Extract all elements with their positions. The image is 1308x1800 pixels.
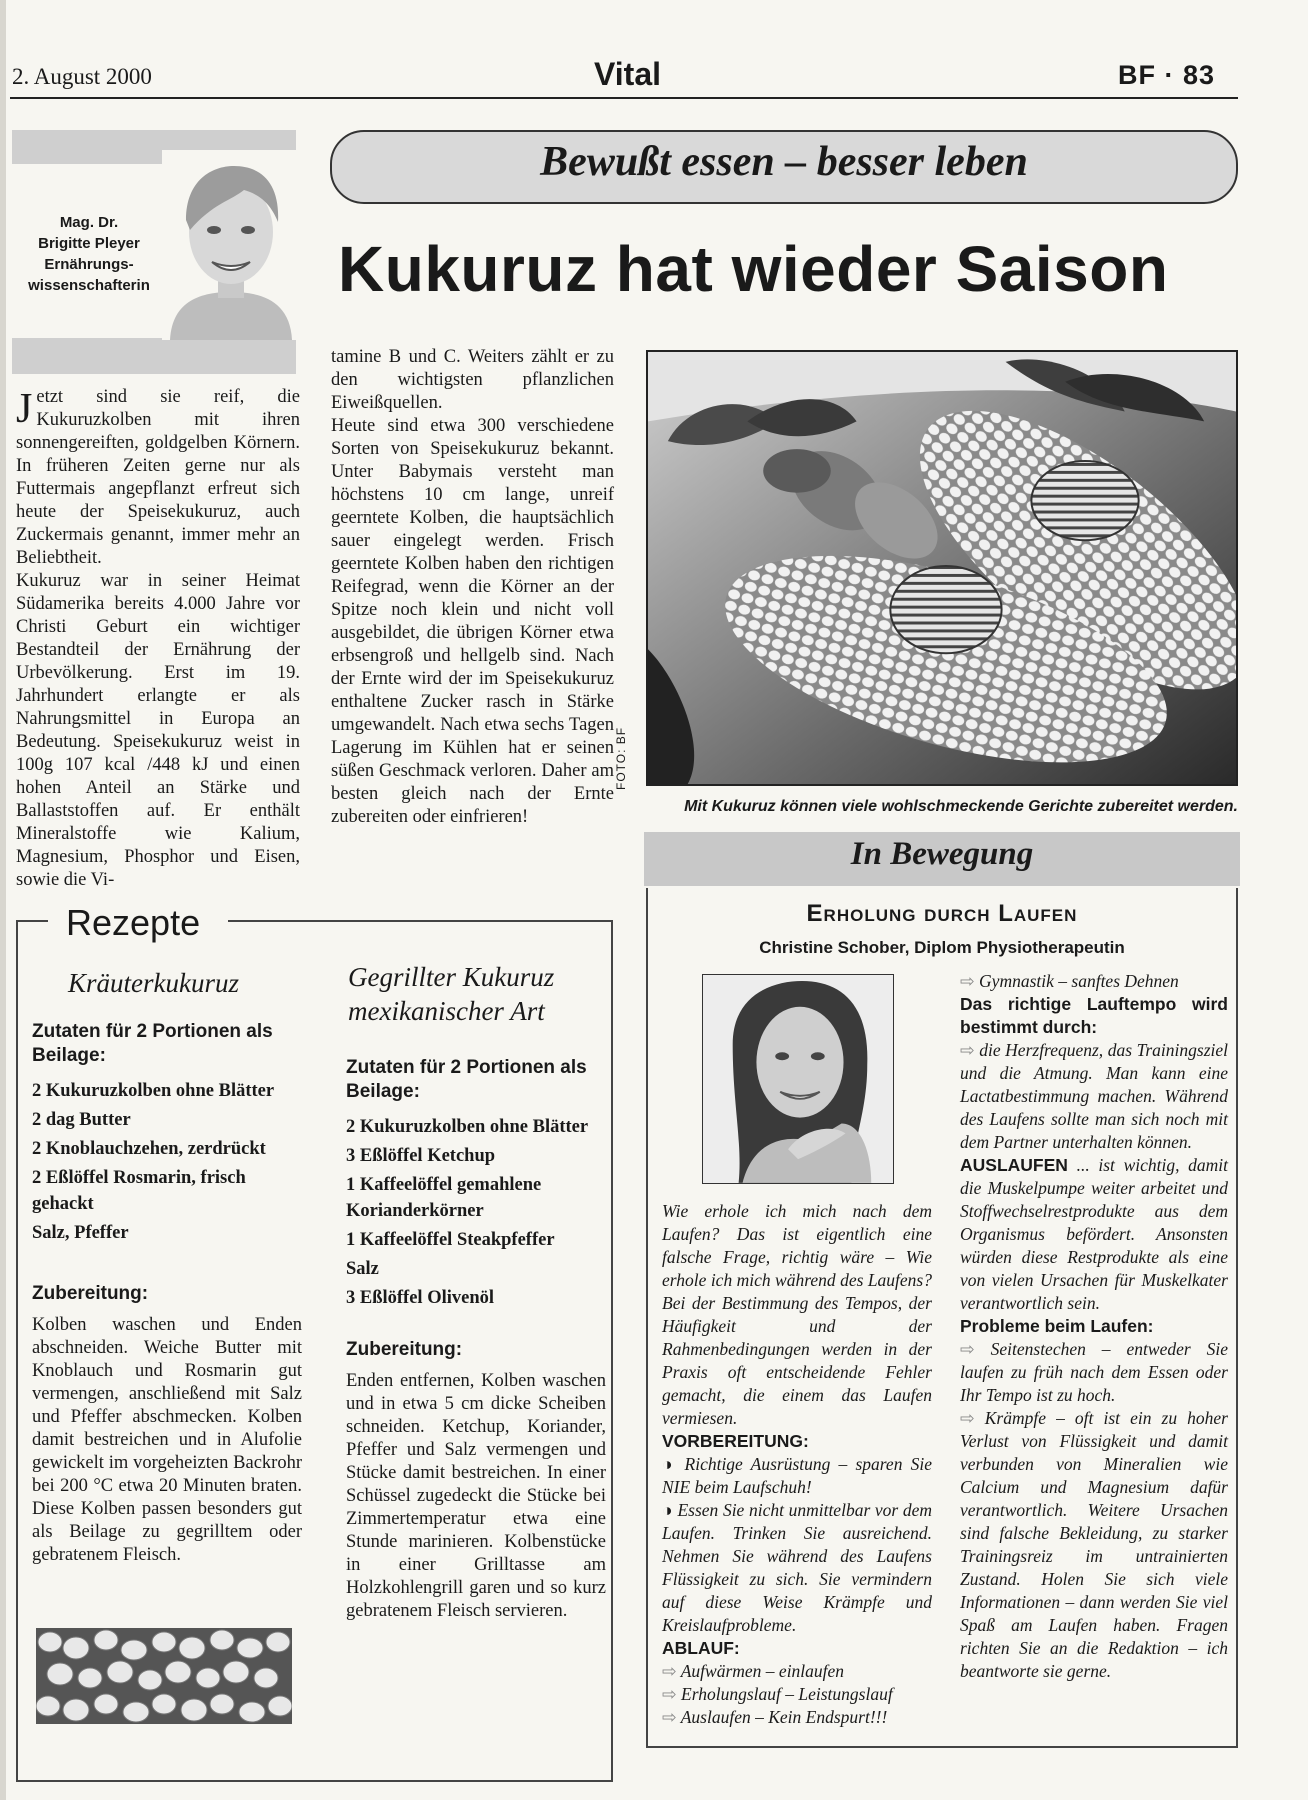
author-box-bottom-bar [12,338,296,374]
ingredient-item: Salz, Pfeffer [32,1223,129,1243]
arrow-right-icon: ⇨ [960,1408,975,1428]
article-column-2 [331,346,614,829]
ingredient-item: 1 Kaffeelöffel Steakpfeffer [346,1230,555,1250]
item-text: Krämpfe – oft ist ein zu hoher Verlust von Flüssigkeit und damit verbunden von Mineralien wie Calcium und Magnesium dafür verantwortlich. Weitere Ursachen sind falsche Bekleidung, zu starker Trainingsreiz im untrainierten Zustand. Holen Sie sich viele Informationen – dann werden Sie viel Spaß am Laufen haben. Fragen richten Sie an die Redaktion – ich beantworte sie gerne. [960,1408,1228,1681]
author-credit [14,212,164,296]
article-column-1 [16,386,300,892]
probleme-heading: Probleme beim Laufen: [960,1316,1154,1336]
item-text: Auslaufen – Kein Endspurt!!! [680,1707,888,1727]
recipe-2-prep: Enden entfernen, Kolben waschen und in etwa 5 cm dicke Scheiben schneiden. Ketchup, Koriander, Pfeffer und Salz vermengen und Stücke damit bestreichen. In einer Schüssel zugedeckt die Stücke bei Zimmertemperatur etwa eine Stunde marinieren. Kolbenstücke in einer Grilltasse am Holzkohlengrill garen und so kurz gebratenem Fleisch servieren. [346,1371,606,1621]
bewegung-intro: Wie erhole ich mich nach dem Laufen? Das ist eigentlich eine falsche Frage, richtig wäre – Wie erhole ich mich während des Laufens? Bei der Bestimmung des Tempos, der Häufigkeit und der Rahmenbedingungen werden in der Praxis oft entscheidende Fehler gemacht, die einem das Laufen vermiesen. [662,1201,932,1428]
corn-kernels-photo [36,1628,292,1724]
author-portrait-photo [162,150,300,340]
vorbereitung-heading: VORBEREITUNG: [662,1431,809,1451]
arrow-right-icon: ⇨ [662,1661,677,1681]
author-role-1: Ernährungs- [44,256,134,273]
drop-cap: J [16,386,33,432]
author-name: Brigitte Pleyer [38,235,140,252]
physiotherapist-portrait-photo [702,974,894,1184]
item-text: Aufwärmen – einlaufen [680,1661,845,1681]
recipe-1-ingredients [32,1078,302,1249]
item-text: Seitenstechen – entweder Sie laufen zu früh nach dem Essen oder Ihr Tempo ist zu hoch. [960,1339,1228,1405]
item-text: Essen Sie nicht unmittelbar vor dem Laufen. Trinken Sie ausreichend. Nehmen Sie während des Laufens Flüssigkeit zu sich. Sie vermindern auf diese Weise Krämpfe und Kreislaufprobleme. [662,1500,932,1635]
arrow-right-icon: ⇨ [662,1684,677,1704]
arrow-right-icon: ⇨ [960,1040,975,1060]
item-text: Erholungslauf – Leistungslauf [681,1684,893,1704]
auslaufen-heading: AUSLAUFEN [960,1155,1068,1175]
ablauf-item [662,1706,932,1729]
article-paragraph [16,386,300,570]
vorbereitung-item [662,1499,932,1637]
ingredient-item: 2 Kukuruzkolben ohne Blätter [346,1117,589,1137]
recipe-2-servings: Zutaten für 2 Portionen als Beilage: [346,1057,587,1102]
bewegung-author: Christine Schober, Diplom Physiotherapeutin [759,938,1125,957]
recipe-1-prep-heading: Zubereitung: [32,1283,149,1304]
ingredient-item: 2 dag Butter [32,1110,131,1130]
paragraph-text: etzt sind sie reif, die Kukuruzkolben mit ihren sonnengereiften, goldgelben Körnern. In früheren Zeiten gerne nur als Futtermais angepflanzt erfreut sich heute der Speisekukuruz, auch Zuckermais genannt, immer mehr an Beliebtheit. [16,387,300,568]
half-circle-bullet-icon: ◑ [662,1500,673,1520]
probleme-item [960,1407,1228,1683]
item-text: Richtige Ausrüstung – sparen Sie NIE beim Laufschuh! [662,1454,932,1497]
page-edge [0,0,6,1800]
recipe-1-servings: Zutaten für 2 Portionen als Beilage: [32,1021,273,1066]
article-paragraph: tamine B und C. Weiters zählt er zu den wichtigsten pflanzlichen Eiweißquellen. [331,347,614,413]
author-title: Mag. Dr. [59,214,119,231]
lauftempo-text [960,1039,1228,1154]
bewegung-headline-text: Erholung durch Laufen [806,900,1078,927]
ingredient-item: 1 Kaffeelöffel gemahlene Korianderkörner [346,1175,542,1221]
bewegung-title: In Bewegung [850,836,1034,872]
recipe-2-ingredients [346,1114,606,1314]
probleme-item [960,1338,1228,1407]
article-paragraph: Heute sind etwa 300 verschiedene Sorten von Speisekukuruz bekannt. Unter Babymais versteht man höchstens 10 cm lange, unreif geerntete Kolben, die hauptsächlich sauer eingelegt werden. Frisch geerntete Kolben haben den richtigen Reifegrad, wenn die Körner an der Spitze noch klein und nicht voll ausgebildet, die übrigen Körner etwa erbsengroß und hellgelb sind. Nach der Ernte wird der im Speisekukuruz enthaltene Zucker rasch in Stärke umgewandelt. Nach etwa sechs Tagen Lagerung im Kühlen hat er seinen süßen Geschmack verloren. Daher am besten gleich nach der Ernte zubereiten oder einfrieren! [331,416,614,827]
item-text: ... ist wichtig, damit die Muskelpumpe weiter arbeitet und Stoffwechselrestprodukte aus dem Organismus befördert. Ansonsten würden diese Restprodukte als eine von vielen Ursachen für Muskelkater verantwortlich sein. [960,1155,1228,1313]
ingredient-item: 3 Eßlöffel Ketchup [346,1146,496,1166]
ablauf-item [960,970,1228,993]
kicker-text: Bewußt essen – besser leben [540,139,1028,185]
photo-credit [614,727,628,790]
bewegung-column-2 [960,970,1228,1683]
half-circle-bullet-icon: ◑ [662,1454,677,1474]
header-rule [10,97,1238,99]
author-role-2: wissenschafterin [28,277,150,294]
ablauf-item [662,1683,932,1706]
photo-credit-text: FOTO: BF [614,726,628,790]
photo-caption: Mit Kukuruz können viele wohlschmeckende Gerichte zubereitet werden. [684,798,1238,815]
ingredient-item: 2 Kukuruzkolben ohne Blätter [32,1081,275,1101]
issue-date: 2. August 2000 [12,64,152,89]
auslaufen-text [960,1154,1228,1315]
recipes-title: Rezepte [66,902,201,943]
ingredient-item: 2 Knoblauchzehen, zerdrückt [32,1139,266,1159]
ingredient-item: Salz [346,1259,379,1279]
bewegung-headline [646,900,1238,928]
recipe-1-title: Kräuterkukuruz [68,968,239,998]
article-headline: Kukuruz hat wieder Saison [338,233,1169,305]
vorbereitung-item [662,1453,932,1499]
recipe-1-prep: Kolben waschen und Enden abschneiden. Weiche Butter mit Knoblauch und Rosmarin gut vermengen, anschließend mit Salz und Pfeffer abschmecken. Kolben damit bestreichen und in Alufolie gewickelt im vorgeheizten Backrohr bei 200 °C etwa 20 Minuten braten. Diese Kolben passen besonders gut als Beilage zu gegrilltem oder gebratenem Fleisch. [32,1315,302,1565]
arrow-right-icon: ⇨ [662,1707,677,1727]
ablauf-heading: ABLAUF: [662,1638,740,1658]
arrow-right-icon: ⇨ [960,1339,975,1359]
item-text: die Herzfrequenz, das Trainingsziel und die Atmung. Man kann eine Lactatbestimmung machen. Während des Laufens sollte man sich noch mit dem Partner unterhalten können. [960,1040,1229,1152]
article-paragraph: Kukuruz war in seiner Heimat Südamerika bereits 4.000 Jahre vor Christi Geburt ein wichtiger Bestandteil der Ernährung der Urbevölkerung. Erst im 19. Jahrhundert erlangte er als Nahrungsmittel in Europa an Bedeutung. Speisekukuruz weist in 100g 107 kcal /448 kJ und einen hohen Anteil an Stärke und Ballaststoffen auf. Er enthält Mineralstoffe wie Kalium, Magnesium, Phosphor und Eisen, sowie die Vi- [16,571,300,890]
ablauf-item [662,1660,932,1683]
recipe-2-title: Gegrillter Kukuruz mexikanischer Art [348,962,555,1026]
bewegung-column-1 [662,1200,932,1729]
corn-photo [646,350,1238,786]
section-title: Vital [594,56,661,92]
arrow-right-icon: ⇨ [960,971,975,991]
lauftempo-heading: Das richtige Lauftempo wird bestimmt durch: [960,994,1228,1037]
item-text: Gymnastik – sanftes Dehnen [979,971,1179,991]
recipe-2-prep-heading: Zubereitung: [346,1339,463,1360]
ingredient-item: 3 Eßlöffel Olivenöl [346,1288,494,1308]
ingredient-item: 2 Eßlöffel Rosmarin, frisch gehackt [32,1168,246,1214]
page-number: BF · 83 [1118,60,1216,90]
